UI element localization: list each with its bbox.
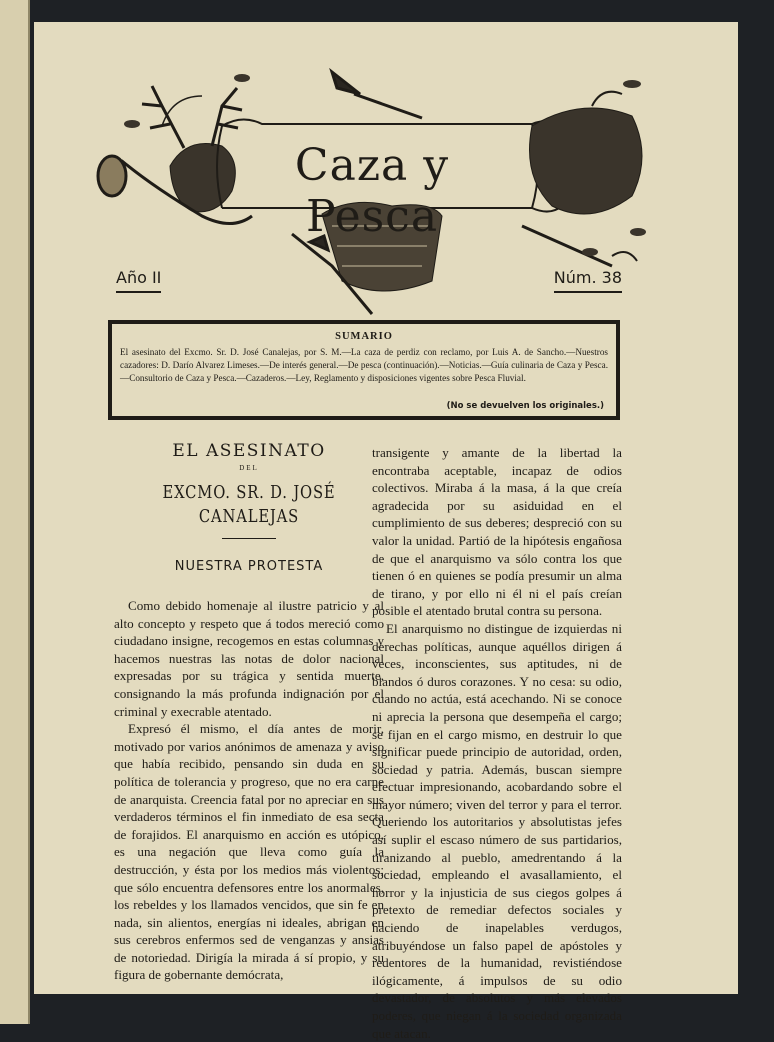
title-rule [222, 538, 276, 539]
summary-box [108, 320, 620, 420]
boar-head-icon [522, 92, 642, 266]
book-spine [0, 0, 30, 1024]
article-column-left [114, 440, 384, 984]
magazine-title: Caza y Pesca [294, 140, 450, 242]
article-subtitle: NUESTRA PROTESTA [174, 559, 324, 574]
issue-year: Año II [116, 268, 161, 293]
paragraph: El anarquismo no distingue de izquierdas ni derechas políticas, aunque aquéllos dirigen á veces, inconscientes, sus aptitudes, ni de blandos ó duros corazones. Y no cesa: su odio, cuando no actúa, está acechando. Ni se conoce ni aprecia la persona que desempeña el cargo; se fijan en el cargo mismo, en destruir lo que significar puede principio de autoridad, orden, sociedad y patria. Además, buscan siempre efectuar impresionando, acobardando sobre el mayor número; viven del terror y para el terror. Queriendo los autoritarios y absolutistas jefes así suplir el escaso número de sus partidarios, tiranizando al pueblo, amedrentando á la sociedad, empleando el avasallamiento, el horror y la injusticia de sus ciegos golpes á pretexto de remediar defectos sociales y haciendo de inapelables verdugos, atribuyéndose un falso papel de apóstoles y redentores de la humanidad, revistiéndose ilógicamente, á impulsos de su odio devastador, de absolutos y más elevados poderes, que niegan á la sociedad organizada que atacan. [372, 620, 622, 1041]
originals-note: (No se devuelven los originales.) [446, 401, 604, 411]
paragraph: transigente y amante de la libertad la encontraba aceptable, incapaz de odios colectivos. Miraba á la masa, á la que creía agradecida por su asiduidad en el cumplimiento de sus deberes; despreció con su valor la unidad. Partió de la hipótesis engañosa de que el anarquismo va sólo contra los que tienen ó en quienes se podía presumir un alma de tirano, y por ello ni él ni el país creían posible el atentado brutal contra su persona. [372, 445, 622, 619]
paragraph: Como debido homenaje al ilustre patricio y al alto concepto y respeto que á todos mereció como ciudadano insigne, recogemos en estas columnas y hacemos nuestras las notas de dolor nacional expresadas por su trágica y sentida muerte, consignando la más profunda indignación por el criminal y execrable atentado. [114, 598, 384, 719]
article-title-line1: EL ASESINATO [172, 441, 326, 461]
article-column-right [372, 444, 622, 1042]
stag-head-icon [142, 86, 242, 212]
magazine-page [34, 22, 738, 1041]
article-title-line2: EXCMO. SR. D. JOSÉ CANALEJAS [162, 482, 336, 527]
paragraph: Expresó él mismo, el día antes de morir, motivado por varios anónimos de amenaza y aviso que había recibido, pensando sin duda en su política de tolerancia y progreso, que no era carne de anarquista. Creencia fatal por no apreciar en sus verdaderos términos el fin inmediato de esa secta de forajidos. El anarquismo en acción es utópico, es una negación que lleva como guía la destrucción, y ésta por los medios más violentos; que sólo encuentra defensores entre los anormales, los rebeldes y los llamados vencidos, que sin fe en nada, sin alientos, energías ni ideales, abrigan en sus cerebros enfermos sed de venganzas y ansias de notoriedad. Dirigía la mirada á sí propio, y su figura de gobernante demócrata, [114, 721, 384, 983]
issue-number: Núm. 38 [554, 268, 622, 293]
spear-icon [332, 72, 422, 118]
article-title-del: DEL [239, 464, 259, 472]
summary-text: El asesinato del Excmo. Sr. D. José Canalejas, por S. M.—La caza de perdiz con reclamo, por Luis A. de Sancho.—Nuestros cazadores: D. Darío Alvarez Limeses.—De interés general.—De pesca (continuación).—Noticias.—Guía culinaria de Caza y Pesca.—Consultorio de Caza y Pesca.—Cazaderos.—Ley, Reglamento y disposiciones vigentes sobre Pesca Fluvial. [120, 347, 608, 383]
summary-heading: SUMARIO [335, 331, 393, 342]
